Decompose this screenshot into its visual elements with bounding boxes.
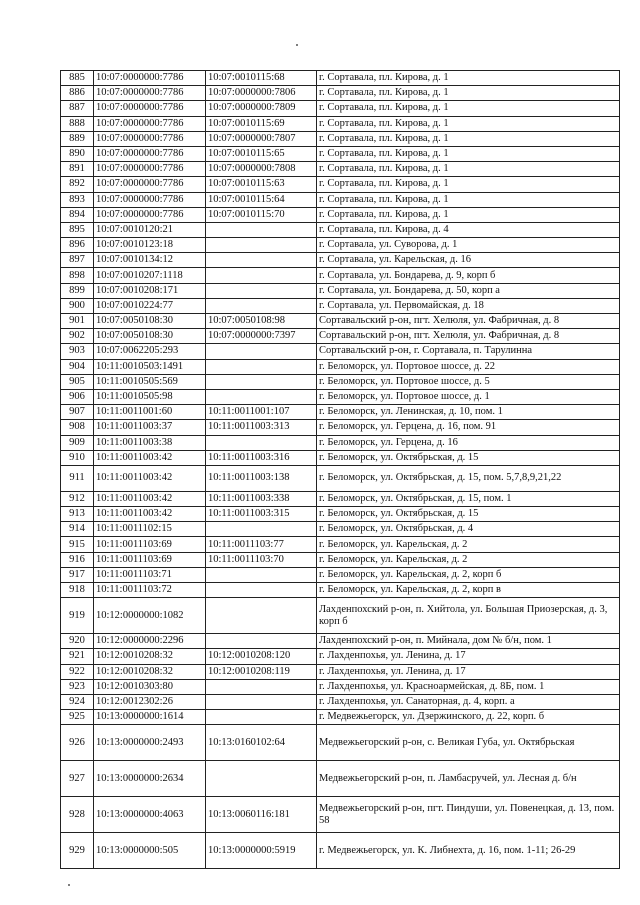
address-cell: г. Сортавала, ул. Карельская, д. 16 [317, 253, 620, 268]
row-number-cell: 895 [61, 222, 94, 237]
address-cell: г. Беломорск, ул. Ленинская, д. 10, пом. 1 [317, 405, 620, 420]
sub-cadastral-number-cell [206, 283, 317, 298]
table-row [61, 537, 620, 552]
cadastral-number-cell: 10:12:0012302:26 [94, 694, 206, 709]
table-row [61, 374, 620, 389]
table-row [61, 435, 620, 450]
row-number-cell: 885 [61, 71, 94, 86]
sub-cadastral-number-cell: 10:12:0010208:119 [206, 664, 317, 679]
sub-cadastral-number-cell: 10:11:0011003:316 [206, 450, 317, 465]
table-row [61, 797, 620, 833]
sub-cadastral-number-cell [206, 435, 317, 450]
address-cell: г. Сортавала, пл. Кирова, д. 1 [317, 71, 620, 86]
table-row [61, 465, 620, 491]
table-row [61, 344, 620, 359]
row-number-cell: 927 [61, 761, 94, 797]
address-cell: г. Сортавала, пл. Кирова, д. 1 [317, 146, 620, 161]
row-number-cell: 920 [61, 634, 94, 649]
cadastral-number-cell: 10:11:0011103:69 [94, 537, 206, 552]
address-cell: г. Лахденпохья, ул. Ленина, д. 17 [317, 664, 620, 679]
cadastral-number-cell: 10:11:0010505:98 [94, 389, 206, 404]
cadastral-number-cell: 10:11:0011003:42 [94, 491, 206, 506]
table-row [61, 283, 620, 298]
table-row [61, 710, 620, 725]
address-cell: г. Сортавала, пл. Кирова, д. 1 [317, 177, 620, 192]
cadastral-number-cell: 10:13:0000000:4063 [94, 797, 206, 833]
address-cell: г. Сортавала, ул. Первомайская, д. 18 [317, 298, 620, 313]
cadastral-number-cell: 10:12:0010208:32 [94, 649, 206, 664]
cadastral-number-cell: 10:11:0011003:37 [94, 420, 206, 435]
cadastral-number-cell: 10:07:0010208:171 [94, 283, 206, 298]
address-cell: г. Беломорск, ул. Октябрьская, д. 15 [317, 507, 620, 522]
row-number-cell: 907 [61, 405, 94, 420]
table-row [61, 552, 620, 567]
row-number-cell: 901 [61, 314, 94, 329]
address-cell: г. Сортавала, пл. Кирова, д. 1 [317, 162, 620, 177]
row-number-cell: 915 [61, 537, 94, 552]
sub-cadastral-number-cell: 10:07:0010115:64 [206, 192, 317, 207]
address-cell: Медвежьегорский р-он, п. Ламбасручей, ул. Лесная д. б/н [317, 761, 620, 797]
address-cell: г. Беломорск, ул. Герцена, д. 16, пом. 91 [317, 420, 620, 435]
sub-cadastral-number-cell [206, 359, 317, 374]
cadastral-number-cell: 10:13:0000000:2493 [94, 725, 206, 761]
table-row [61, 389, 620, 404]
sub-cadastral-number-cell: 10:12:0010208:120 [206, 649, 317, 664]
cadastral-number-cell: 10:07:0000000:7786 [94, 86, 206, 101]
sub-cadastral-number-cell [206, 583, 317, 598]
sub-cadastral-number-cell: 10:11:0011003:338 [206, 491, 317, 506]
address-cell: Сортавальский р-он, пгт. Хелюля, ул. Фабричная, д. 8 [317, 329, 620, 344]
row-number-cell: 924 [61, 694, 94, 709]
sub-cadastral-number-cell [206, 598, 317, 634]
table-row [61, 116, 620, 131]
address-cell: г. Сортавала, ул. Суворова, д. 1 [317, 238, 620, 253]
cadastral-number-cell: 10:07:0000000:7786 [94, 101, 206, 116]
table-row [61, 679, 620, 694]
table-row [61, 507, 620, 522]
row-number-cell: 904 [61, 359, 94, 374]
address-cell: г. Беломорск, ул. Портовое шоссе, д. 1 [317, 389, 620, 404]
address-cell: г. Беломорск, ул. Портовое шоссе, д. 5 [317, 374, 620, 389]
cadastral-number-cell: 10:13:0000000:505 [94, 833, 206, 869]
sub-cadastral-number-cell: 10:07:0000000:7808 [206, 162, 317, 177]
address-cell: г. Медвежьегорск, ул. Дзержинского, д. 22, корп. б [317, 710, 620, 725]
sub-cadastral-number-cell: 10:11:0011003:138 [206, 465, 317, 491]
sub-cadastral-number-cell: 10:07:0010115:65 [206, 146, 317, 161]
row-number-cell: 909 [61, 435, 94, 450]
address-cell: г. Сортавала, ул. Бондарева, д. 50, корп а [317, 283, 620, 298]
sub-cadastral-number-cell: 10:07:0010115:68 [206, 71, 317, 86]
cadastral-number-cell: 10:07:0050108:30 [94, 314, 206, 329]
row-number-cell: 917 [61, 567, 94, 582]
row-number-cell: 923 [61, 679, 94, 694]
sub-cadastral-number-cell: 10:13:0000000:5919 [206, 833, 317, 869]
sub-cadastral-number-cell: 10:07:0010115:69 [206, 116, 317, 131]
cadastral-number-cell: 10:11:0011001:60 [94, 405, 206, 420]
sub-cadastral-number-cell: 10:07:0010115:63 [206, 177, 317, 192]
cadastral-number-cell: 10:07:0010120:21 [94, 222, 206, 237]
table-row [61, 761, 620, 797]
cadastral-number-cell: 10:07:0050108:30 [94, 329, 206, 344]
table-row [61, 314, 620, 329]
cadastral-number-cell: 10:11:0011102:15 [94, 522, 206, 537]
sub-cadastral-number-cell: 10:07:0000000:7807 [206, 131, 317, 146]
address-cell: Сортавальский р-он, г. Сортавала, п. Тарулинна [317, 344, 620, 359]
table-row [61, 298, 620, 313]
address-cell: г. Беломорск, ул. Портовое шоссе, д. 22 [317, 359, 620, 374]
table-row [61, 207, 620, 222]
row-number-cell: 887 [61, 101, 94, 116]
cadastral-number-cell: 10:07:0000000:7786 [94, 131, 206, 146]
sub-cadastral-number-cell [206, 694, 317, 709]
cadastral-number-cell: 10:07:0000000:7786 [94, 71, 206, 86]
row-number-cell: 900 [61, 298, 94, 313]
row-number-cell: 919 [61, 598, 94, 634]
sub-cadastral-number-cell: 10:07:0000000:7397 [206, 329, 317, 344]
row-number-cell: 922 [61, 664, 94, 679]
row-number-cell: 903 [61, 344, 94, 359]
table-body [61, 71, 620, 869]
sub-cadastral-number-cell [206, 238, 317, 253]
address-cell: г. Беломорск, ул. Герцена, д. 16 [317, 435, 620, 450]
row-number-cell: 911 [61, 465, 94, 491]
address-cell: Лахденпохский р-он, п. Хийтола, ул. Большая Приозерская, д. 3, корп б [317, 598, 620, 634]
row-number-cell: 913 [61, 507, 94, 522]
row-number-cell: 886 [61, 86, 94, 101]
sub-cadastral-number-cell: 10:07:0010115:70 [206, 207, 317, 222]
table-row [61, 162, 620, 177]
sub-cadastral-number-cell [206, 634, 317, 649]
sub-cadastral-number-cell [206, 268, 317, 283]
cadastral-number-cell: 10:12:0010208:32 [94, 664, 206, 679]
address-cell: г. Лахденпохья, ул. Ленина, д. 17 [317, 649, 620, 664]
table-row [61, 268, 620, 283]
table-row [61, 583, 620, 598]
table-row [61, 491, 620, 506]
address-cell: г. Лахденпохья, ул. Санаторная, д. 4, корп. а [317, 694, 620, 709]
address-cell: г. Беломорск, ул. Карельская, д. 2 [317, 537, 620, 552]
table-row [61, 405, 620, 420]
row-number-cell: 910 [61, 450, 94, 465]
row-number-cell: 888 [61, 116, 94, 131]
table-row [61, 833, 620, 869]
sub-cadastral-number-cell: 10:13:0060116:181 [206, 797, 317, 833]
cadastral-number-cell: 10:12:0000000:2296 [94, 634, 206, 649]
address-cell: г. Сортавала, пл. Кирова, д. 1 [317, 86, 620, 101]
sub-cadastral-number-cell: 10:11:0011003:315 [206, 507, 317, 522]
row-number-cell: 906 [61, 389, 94, 404]
cadastral-number-cell: 10:11:0010503:1491 [94, 359, 206, 374]
table-row [61, 694, 620, 709]
address-cell: г. Беломорск, ул. Октябрьская, д. 15, пом. 5,7,8,9,21,22 [317, 465, 620, 491]
sub-cadastral-number-cell [206, 298, 317, 313]
row-number-cell: 890 [61, 146, 94, 161]
sub-cadastral-number-cell [206, 374, 317, 389]
cadastral-number-cell: 10:12:0000000:1082 [94, 598, 206, 634]
address-cell: г. Беломорск, ул. Октябрьская, д. 4 [317, 522, 620, 537]
sub-cadastral-number-cell: 10:07:0000000:7809 [206, 101, 317, 116]
table-row [61, 725, 620, 761]
sub-cadastral-number-cell [206, 344, 317, 359]
address-cell: г. Сортавала, пл. Кирова, д. 4 [317, 222, 620, 237]
cadastral-number-cell: 10:13:0000000:1614 [94, 710, 206, 725]
cadastral-number-cell: 10:11:0011103:69 [94, 552, 206, 567]
table-row [61, 131, 620, 146]
address-cell: г. Беломорск, ул. Октябрьская, д. 15 [317, 450, 620, 465]
cadastral-number-cell: 10:07:0010224:77 [94, 298, 206, 313]
row-number-cell: 899 [61, 283, 94, 298]
row-number-cell: 929 [61, 833, 94, 869]
row-number-cell: 905 [61, 374, 94, 389]
row-number-cell: 892 [61, 177, 94, 192]
row-number-cell: 894 [61, 207, 94, 222]
sub-cadastral-number-cell [206, 222, 317, 237]
row-number-cell: 926 [61, 725, 94, 761]
address-cell: г. Сортавала, пл. Кирова, д. 1 [317, 116, 620, 131]
table-row [61, 253, 620, 268]
row-number-cell: 891 [61, 162, 94, 177]
row-number-cell: 889 [61, 131, 94, 146]
table-row [61, 177, 620, 192]
row-number-cell: 908 [61, 420, 94, 435]
cadastral-number-cell: 10:07:0000000:7786 [94, 192, 206, 207]
sub-cadastral-number-cell [206, 679, 317, 694]
sub-cadastral-number-cell [206, 389, 317, 404]
sub-cadastral-number-cell: 10:11:0011103:77 [206, 537, 317, 552]
cadastral-number-cell: 10:11:0011103:72 [94, 583, 206, 598]
row-number-cell: 916 [61, 552, 94, 567]
cadastral-table [60, 70, 620, 869]
scan-speck [68, 884, 70, 886]
cadastral-number-cell: 10:07:0000000:7786 [94, 146, 206, 161]
address-cell: г. Сортавала, пл. Кирова, д. 1 [317, 131, 620, 146]
address-cell: г. Сортавала, ул. Бондарева, д. 9, корп б [317, 268, 620, 283]
table-row [61, 86, 620, 101]
cadastral-number-cell: 10:11:0011103:71 [94, 567, 206, 582]
row-number-cell: 893 [61, 192, 94, 207]
row-number-cell: 918 [61, 583, 94, 598]
cadastral-number-cell: 10:13:0000000:2634 [94, 761, 206, 797]
table-row [61, 634, 620, 649]
address-cell: Лахденпохский р-он, п. Мийнала, дом № б/н, пом. 1 [317, 634, 620, 649]
sub-cadastral-number-cell [206, 522, 317, 537]
cadastral-number-cell: 10:11:0011003:42 [94, 465, 206, 491]
address-cell: Медвежьегорский р-он, пгт. Пиндуши, ул. Повенецкая, д. 13, пом. 58 [317, 797, 620, 833]
table-row [61, 567, 620, 582]
table-row [61, 101, 620, 116]
address-cell: г. Сортавала, пл. Кирова, д. 1 [317, 192, 620, 207]
row-number-cell: 896 [61, 238, 94, 253]
sub-cadastral-number-cell [206, 761, 317, 797]
row-number-cell: 928 [61, 797, 94, 833]
cadastral-number-cell: 10:07:0062205:293 [94, 344, 206, 359]
row-number-cell: 914 [61, 522, 94, 537]
cadastral-number-cell: 10:07:0000000:7786 [94, 162, 206, 177]
row-number-cell: 898 [61, 268, 94, 283]
address-cell: Медвежьегорский р-он, с. Великая Губа, ул. Октябрьская [317, 725, 620, 761]
row-number-cell: 897 [61, 253, 94, 268]
row-number-cell: 921 [61, 649, 94, 664]
sub-cadastral-number-cell: 10:11:0011003:313 [206, 420, 317, 435]
sub-cadastral-number-cell: 10:13:0160102:64 [206, 725, 317, 761]
row-number-cell: 912 [61, 491, 94, 506]
address-cell: г. Сортавала, пл. Кирова, д. 1 [317, 207, 620, 222]
address-cell: г. Беломорск, ул. Карельская, д. 2 [317, 552, 620, 567]
table-row [61, 598, 620, 634]
table-row [61, 238, 620, 253]
table-row [61, 664, 620, 679]
address-cell: Сортавальский р-он, пгт. Хелюля, ул. Фабричная, д. 8 [317, 314, 620, 329]
table-row [61, 329, 620, 344]
address-cell: г. Беломорск, ул. Карельская, д. 2, корп в [317, 583, 620, 598]
table-row [61, 359, 620, 374]
cadastral-number-cell: 10:07:0010134:12 [94, 253, 206, 268]
sub-cadastral-number-cell: 10:11:0011103:70 [206, 552, 317, 567]
table-row [61, 71, 620, 86]
cadastral-number-cell: 10:11:0011003:42 [94, 507, 206, 522]
address-cell: г. Лахденпохья, ул. Красноармейская, д. 8Б, пом. 1 [317, 679, 620, 694]
cadastral-number-cell: 10:07:0000000:7786 [94, 116, 206, 131]
row-number-cell: 902 [61, 329, 94, 344]
sub-cadastral-number-cell: 10:07:0050108:98 [206, 314, 317, 329]
table-row [61, 649, 620, 664]
address-cell: г. Сортавала, пл. Кирова, д. 1 [317, 101, 620, 116]
cadastral-number-cell: 10:12:0010303:80 [94, 679, 206, 694]
table-row [61, 450, 620, 465]
cadastral-number-cell: 10:07:0000000:7786 [94, 207, 206, 222]
row-number-cell: 925 [61, 710, 94, 725]
table-row [61, 222, 620, 237]
address-cell: г. Беломорск, ул. Карельская, д. 2, корп б [317, 567, 620, 582]
address-cell: г. Медвежьегорск, ул. К. Либнехта, д. 16, пом. 1-11; 26-29 [317, 833, 620, 869]
sub-cadastral-number-cell [206, 710, 317, 725]
scan-speck [296, 44, 298, 46]
sub-cadastral-number-cell [206, 253, 317, 268]
table-row [61, 522, 620, 537]
sub-cadastral-number-cell: 10:07:0000000:7806 [206, 86, 317, 101]
cadastral-number-cell: 10:11:0010505:569 [94, 374, 206, 389]
table-row [61, 146, 620, 161]
cadastral-number-cell: 10:07:0000000:7786 [94, 177, 206, 192]
address-cell: г. Беломорск, ул. Октябрьская, д. 15, пом. 1 [317, 491, 620, 506]
cadastral-number-cell: 10:11:0011003:38 [94, 435, 206, 450]
sub-cadastral-number-cell [206, 567, 317, 582]
sub-cadastral-number-cell: 10:11:0011001:107 [206, 405, 317, 420]
cadastral-number-cell: 10:11:0011003:42 [94, 450, 206, 465]
table-row [61, 420, 620, 435]
cadastral-number-cell: 10:07:0010123:18 [94, 238, 206, 253]
table-row [61, 192, 620, 207]
cadastral-number-cell: 10:07:0010207:1118 [94, 268, 206, 283]
